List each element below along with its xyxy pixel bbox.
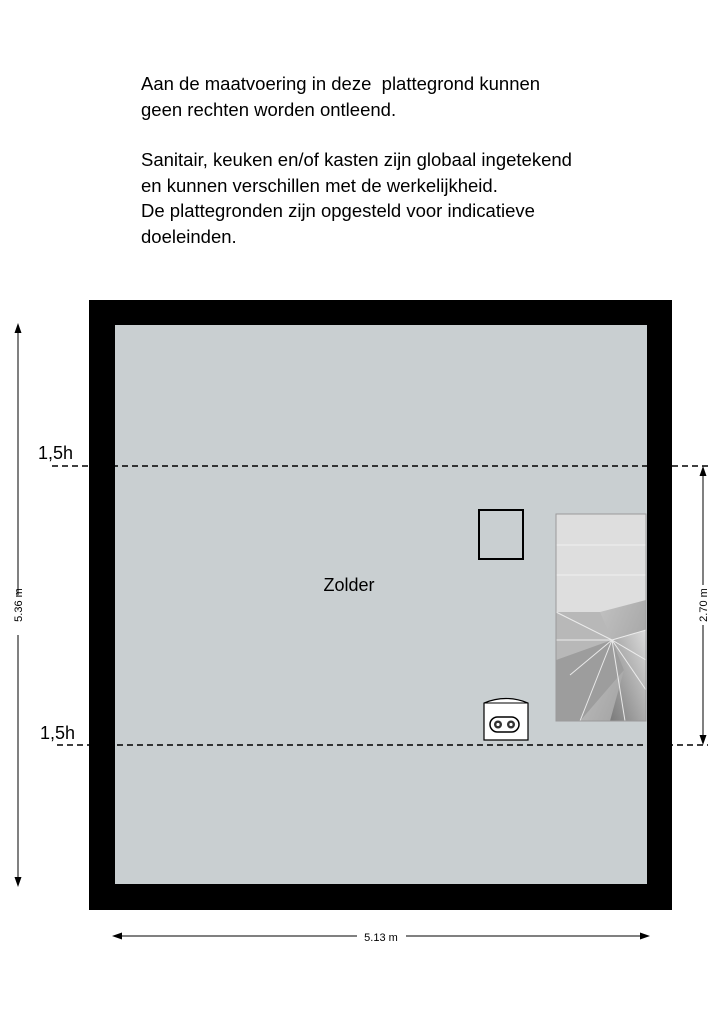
staircase-icon xyxy=(556,514,646,721)
disclaimer-line: doeleinden. xyxy=(141,225,237,247)
boiler-icon xyxy=(484,699,528,741)
dimension-overall-height xyxy=(13,323,25,887)
disclaimer-line: Aan de maatvoering in deze plattegrond kunnen xyxy=(141,73,541,94)
dimension-between-height-lines xyxy=(698,466,710,745)
disclaimer-line: geen rechten worden ontleend. xyxy=(141,98,397,120)
height-line-bottom-label: 1,5h xyxy=(40,723,76,743)
disclaimer-line: en kunnen verschillen met de werkelijkheid. xyxy=(141,174,498,196)
disclaimer-line: De plattegronden zijn opgesteld voor indicatieve xyxy=(141,200,535,221)
dimension-overall-width xyxy=(112,932,650,944)
dimension-overall-height-label: 5.36 m xyxy=(13,588,25,622)
dimension-overall-width-label: 5.13 m xyxy=(364,932,398,944)
height-line-top-label: 1,5h xyxy=(38,443,74,463)
disclaimer-line: Sanitair, keuken en/of kasten zijn globaal ingetekend xyxy=(141,149,572,170)
dimension-between-height-lines-label: 2.70 m xyxy=(698,588,710,622)
room-label: Zolder xyxy=(323,575,375,595)
